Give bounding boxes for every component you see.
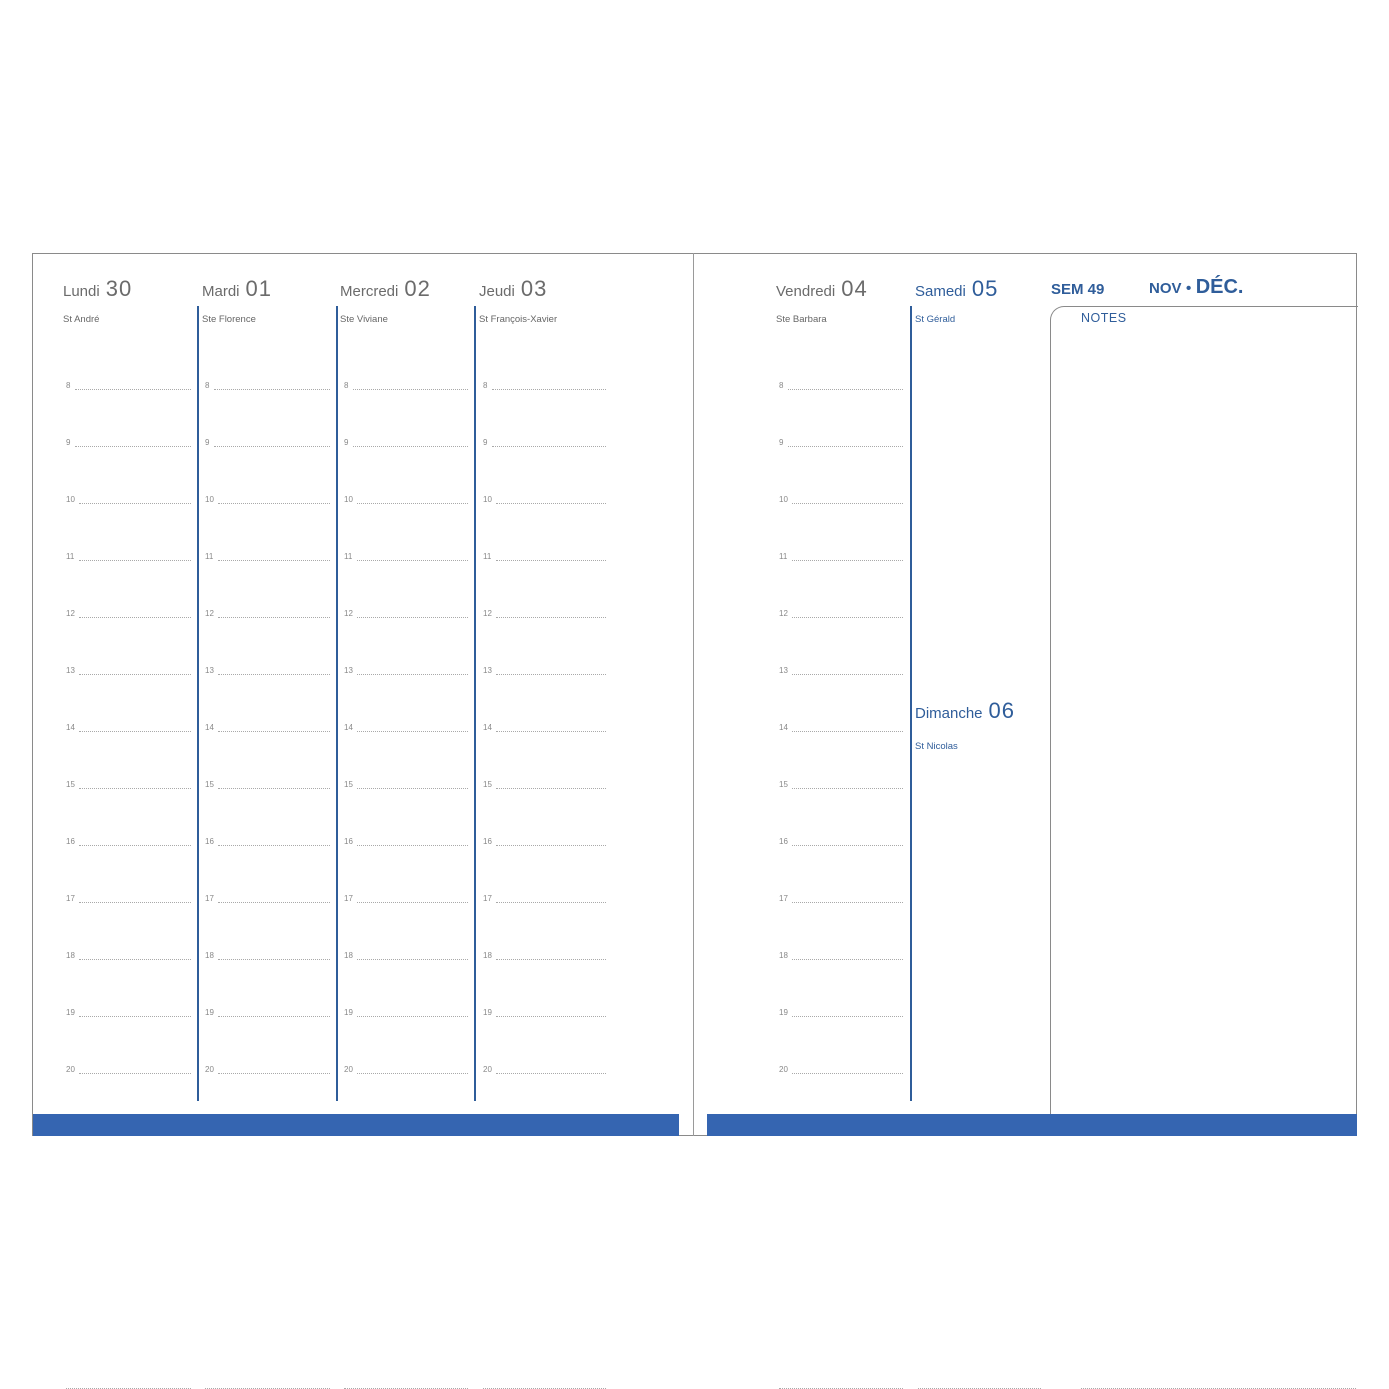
hour-row[interactable] (344, 1062, 468, 1074)
hour-label: 19 (779, 1008, 788, 1017)
writing-line[interactable] (483, 1102, 606, 1389)
hour-label: 12 (779, 609, 788, 618)
hour-label: 8 (344, 381, 349, 390)
hour-row[interactable] (205, 492, 330, 504)
saint-samedi: St Gérald (915, 314, 956, 325)
hour-label: 18 (779, 951, 788, 960)
hour-row[interactable] (779, 549, 903, 561)
saint-mercredi: Ste Viviane (340, 314, 388, 325)
hour-row[interactable] (66, 720, 191, 732)
hour-row[interactable] (483, 549, 606, 561)
hour-label: 20 (205, 1065, 214, 1074)
notes-line[interactable] (1081, 1074, 1356, 1389)
writing-line (496, 959, 606, 960)
hour-label: 15 (483, 780, 492, 789)
hour-row[interactable] (66, 891, 191, 903)
hour-row[interactable] (205, 378, 330, 390)
day-name: Mercredi (340, 283, 399, 300)
hour-label: 13 (66, 666, 75, 675)
hour-row[interactable] (344, 549, 468, 561)
writing-line[interactable] (344, 1102, 468, 1389)
hour-label: 15 (779, 780, 788, 789)
day-header-vendredi (776, 276, 868, 302)
hour-row[interactable] (344, 492, 468, 504)
hour-label: 15 (205, 780, 214, 789)
writing-line (218, 674, 330, 675)
day-number: 30 (105, 276, 133, 301)
writing-line (357, 1073, 468, 1074)
writing-line (492, 446, 606, 447)
hour-row[interactable] (344, 606, 468, 618)
hour-label: 16 (483, 837, 492, 846)
day-number: 05 (971, 276, 999, 301)
hour-label: 10 (205, 495, 214, 504)
writing-line (79, 1016, 191, 1017)
writing-line (496, 788, 606, 789)
hour-label: 14 (344, 723, 353, 732)
hour-label: 9 (779, 438, 784, 447)
hour-row[interactable] (779, 777, 903, 789)
writing-line (357, 560, 468, 561)
writing-line (79, 845, 191, 846)
writing-line (75, 389, 191, 390)
day-name: Lundi (63, 283, 100, 300)
hour-label: 11 (205, 552, 214, 561)
writing-line (218, 617, 330, 618)
writing-line (357, 503, 468, 504)
hour-label: 8 (205, 381, 210, 390)
hour-label: 19 (205, 1008, 214, 1017)
week-number: SEM 49 (1051, 281, 1105, 298)
hour-row[interactable] (483, 1005, 606, 1017)
writing-line (496, 845, 606, 846)
hour-row[interactable] (205, 1062, 330, 1074)
writing-line (792, 788, 903, 789)
writing-line (496, 617, 606, 618)
writing-line (79, 902, 191, 903)
hour-row[interactable] (205, 891, 330, 903)
hour-row[interactable] (205, 834, 330, 846)
hour-label: 9 (483, 438, 488, 447)
hour-row[interactable] (483, 777, 606, 789)
hour-row[interactable] (779, 1005, 903, 1017)
hour-label: 14 (483, 723, 492, 732)
hour-row[interactable] (66, 834, 191, 846)
hour-label: 12 (483, 609, 492, 618)
hour-label: 16 (66, 837, 75, 846)
writing-line (79, 560, 191, 561)
hour-row[interactable] (205, 777, 330, 789)
hour-row[interactable] (344, 378, 468, 390)
hour-row[interactable] (205, 435, 330, 447)
writing-line (496, 674, 606, 675)
day-name: Dimanche (915, 705, 983, 722)
hour-label: 18 (66, 951, 75, 960)
writing-line (79, 1073, 191, 1074)
writing-line (792, 503, 903, 504)
saint-vendredi: Ste Barbara (776, 314, 827, 325)
hour-row[interactable] (483, 948, 606, 960)
hour-row[interactable] (205, 663, 330, 675)
hour-label: 14 (66, 723, 75, 732)
hour-row[interactable] (205, 606, 330, 618)
writing-line (79, 674, 191, 675)
hour-label: 16 (344, 837, 353, 846)
writing-line (357, 788, 468, 789)
day-name: Jeudi (479, 283, 515, 300)
writing-line (357, 674, 468, 675)
hour-label: 11 (483, 552, 492, 561)
hour-label: 18 (483, 951, 492, 960)
hour-row[interactable] (483, 606, 606, 618)
writing-line (218, 503, 330, 504)
hour-row[interactable] (779, 492, 903, 504)
hour-row[interactable] (344, 1005, 468, 1017)
hour-label: 17 (66, 894, 75, 903)
writing-line (353, 446, 468, 447)
hour-row[interactable] (344, 834, 468, 846)
day-number: 03 (520, 276, 548, 301)
hour-label: 10 (483, 495, 492, 504)
hour-label: 11 (344, 552, 353, 561)
writing-line (218, 902, 330, 903)
saint-lundi: St André (63, 314, 100, 325)
day-name: Mardi (202, 283, 240, 300)
hour-label: 8 (66, 381, 71, 390)
hour-label: 19 (344, 1008, 353, 1017)
day-header-lundi (63, 276, 132, 302)
hour-label: 9 (344, 438, 349, 447)
writing-line (788, 389, 903, 390)
hour-row[interactable] (483, 834, 606, 846)
hour-row[interactable] (344, 948, 468, 960)
writing-line (792, 959, 903, 960)
writing-line (496, 902, 606, 903)
hour-row[interactable] (66, 606, 191, 618)
writing-line[interactable] (779, 1102, 903, 1389)
hour-label: 20 (483, 1065, 492, 1074)
hour-label: 11 (779, 552, 788, 561)
hour-row[interactable] (344, 435, 468, 447)
hour-label: 12 (66, 609, 75, 618)
writing-line (357, 959, 468, 960)
day-header-mardi (202, 276, 272, 302)
hour-row[interactable] (66, 777, 191, 789)
hour-row[interactable] (779, 1062, 903, 1074)
hour-row[interactable] (483, 663, 606, 675)
hour-row[interactable] (66, 663, 191, 675)
hour-row[interactable] (66, 435, 191, 447)
writing-line (218, 731, 330, 732)
saint-mardi: Ste Florence (202, 314, 256, 325)
hour-label: 18 (205, 951, 214, 960)
page-spine (693, 253, 694, 1136)
writing-line (353, 389, 468, 390)
hour-label: 13 (205, 666, 214, 675)
column-divider (910, 306, 912, 1101)
writing-line (788, 446, 903, 447)
hour-row[interactable] (66, 1062, 191, 1074)
day-number: 01 (245, 276, 272, 301)
writing-line (496, 731, 606, 732)
month-prefix: NOV (1149, 280, 1182, 297)
hour-row[interactable] (66, 378, 191, 390)
hour-label: 9 (205, 438, 210, 447)
day-number: 04 (841, 276, 868, 301)
hour-row[interactable] (205, 1005, 330, 1017)
hour-label: 20 (344, 1065, 353, 1074)
writing-line (792, 674, 903, 675)
hour-label: 17 (205, 894, 214, 903)
writing-line[interactable] (918, 1100, 1041, 1389)
hour-label: 20 (779, 1065, 788, 1074)
hour-row[interactable] (483, 891, 606, 903)
writing-line (792, 560, 903, 561)
hour-label: 13 (779, 666, 788, 675)
hour-label: 10 (66, 495, 75, 504)
hour-label: 20 (66, 1065, 75, 1074)
hour-label: 16 (779, 837, 788, 846)
writing-line (792, 617, 903, 618)
hour-label: 8 (483, 381, 488, 390)
hour-label: 10 (344, 495, 353, 504)
hour-label: 12 (205, 609, 214, 618)
writing-line (792, 1073, 903, 1074)
hour-row[interactable] (779, 435, 903, 447)
hour-label: 17 (344, 894, 353, 903)
writing-line (357, 1016, 468, 1017)
writing-line (79, 731, 191, 732)
writing-line (496, 560, 606, 561)
hour-row[interactable] (779, 891, 903, 903)
writing-line (79, 788, 191, 789)
day-header-mercredi (340, 276, 431, 302)
hour-label: 16 (205, 837, 214, 846)
hour-row[interactable] (779, 378, 903, 390)
hour-label: 8 (779, 381, 784, 390)
hour-row[interactable] (483, 492, 606, 504)
hour-label: 15 (344, 780, 353, 789)
hour-label: 13 (344, 666, 353, 675)
writing-line[interactable] (205, 1102, 330, 1389)
hour-label: 10 (779, 495, 788, 504)
hour-row[interactable] (779, 720, 903, 732)
writing-line (496, 503, 606, 504)
hour-row[interactable] (205, 948, 330, 960)
hour-row[interactable] (205, 720, 330, 732)
writing-line (218, 788, 330, 789)
writing-line (218, 560, 330, 561)
hour-label: 15 (66, 780, 75, 789)
day-name: Vendredi (776, 283, 836, 300)
writing-line (218, 959, 330, 960)
saint-jeudi: St François-Xavier (479, 314, 558, 325)
writing-line[interactable] (66, 1102, 191, 1389)
column-divider (197, 306, 199, 1101)
writing-line (214, 446, 330, 447)
writing-line (357, 617, 468, 618)
hour-row[interactable] (779, 948, 903, 960)
hour-label: 11 (66, 552, 75, 561)
hour-row[interactable] (344, 777, 468, 789)
day-number: 02 (404, 276, 431, 301)
hour-row[interactable] (344, 720, 468, 732)
writing-line (792, 845, 903, 846)
writing-line (218, 1073, 330, 1074)
day-number: 06 (988, 698, 1016, 723)
hour-label: 19 (66, 1008, 75, 1017)
hour-label: 18 (344, 951, 353, 960)
hour-label: 9 (66, 438, 71, 447)
hour-label: 19 (483, 1008, 492, 1017)
writing-line (792, 902, 903, 903)
writing-line (357, 902, 468, 903)
day-header-jeudi (479, 276, 547, 302)
notes-title: NOTES (1081, 311, 1127, 325)
writing-line (357, 731, 468, 732)
hour-row[interactable] (205, 549, 330, 561)
hour-label: 13 (483, 666, 492, 675)
hour-row[interactable] (483, 378, 606, 390)
hour-label: 17 (483, 894, 492, 903)
hour-row[interactable] (66, 549, 191, 561)
hour-label: 17 (779, 894, 788, 903)
writing-line (75, 446, 191, 447)
writing-line (492, 389, 606, 390)
writing-line (357, 845, 468, 846)
month-main: DÉC. (1195, 276, 1244, 298)
day-name: Samedi (915, 283, 966, 300)
hour-label: 14 (205, 723, 214, 732)
column-divider (336, 306, 338, 1101)
writing-line (496, 1073, 606, 1074)
day-header-samedi (915, 276, 998, 302)
writing-line (218, 845, 330, 846)
writing-line (496, 1016, 606, 1017)
column-divider (474, 306, 476, 1101)
saint-dimanche: St Nicolas (915, 741, 958, 752)
writing-line (214, 389, 330, 390)
hour-row[interactable] (779, 663, 903, 675)
month-range (1149, 276, 1243, 299)
writing-line (218, 1016, 330, 1017)
hour-row[interactable] (779, 606, 903, 618)
writing-line (79, 503, 191, 504)
hour-row[interactable] (344, 663, 468, 675)
writing-line (792, 1016, 903, 1017)
month-separator: • (1185, 280, 1192, 297)
hour-row[interactable] (66, 948, 191, 960)
writing-line (79, 617, 191, 618)
hour-row[interactable] (66, 492, 191, 504)
writing-line (792, 731, 903, 732)
hour-row[interactable] (483, 720, 606, 732)
hour-row[interactable] (483, 1062, 606, 1074)
hour-label: 12 (344, 609, 353, 618)
hour-row[interactable] (66, 1005, 191, 1017)
hour-label: 14 (779, 723, 788, 732)
hour-row[interactable] (344, 891, 468, 903)
hour-row[interactable] (483, 435, 606, 447)
writing-line (79, 959, 191, 960)
hour-row[interactable] (779, 834, 903, 846)
